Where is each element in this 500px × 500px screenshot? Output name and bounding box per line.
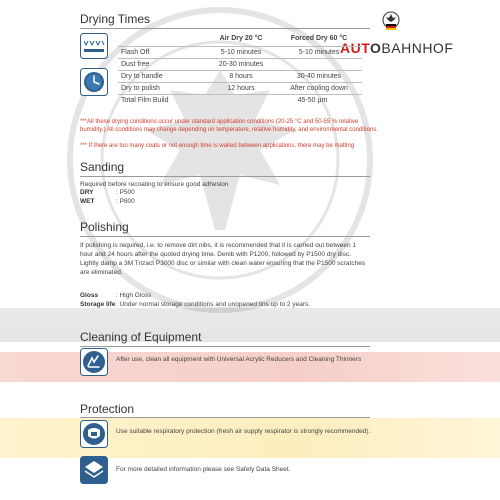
polishing-line-3: Lightly damp a 3M Trizact P3000 disc or similar with clean water ensuring that the P1500 scratches	[80, 260, 366, 267]
drying-times-table	[118, 32, 362, 106]
table-row	[118, 58, 362, 70]
sanding-wet-spec	[80, 198, 135, 205]
table-row-film	[118, 94, 362, 106]
sanding-dry-spec	[80, 189, 135, 196]
gloss-label: Gloss	[80, 292, 99, 299]
film-build-label: Total Film Build	[121, 96, 169, 104]
eagle-emblem-icon	[382, 10, 400, 32]
gloss-value: : High Gloss	[116, 292, 152, 299]
cleaning-rule	[80, 346, 370, 347]
air-value: 8 hours	[206, 70, 276, 82]
table-header-row	[118, 32, 362, 46]
sds-text: For more detailed information please see Safety Data Sheet.	[116, 466, 291, 473]
respirator-icon	[80, 420, 108, 448]
protection-rule	[80, 417, 370, 418]
polishing-rule	[80, 236, 370, 237]
storage-spec	[80, 301, 310, 308]
table-row	[118, 70, 362, 82]
logo-accent: O	[370, 40, 382, 56]
drying-note-2: *** If there are too many coats or not enough time is waited between applications, there may be matting	[80, 143, 355, 149]
film-build-value: 45-50 µm	[297, 96, 328, 104]
forced-value: After cooling down	[276, 82, 362, 94]
logo-prefix: AUT	[340, 40, 371, 56]
storage-value: : Under normal storage conditions and unopened tins up to 2 years.	[116, 301, 311, 308]
protection-text: Use suitable respiratory protection (fresh air supply respirator is strongly recommended).	[116, 428, 371, 435]
polishing-line-1: If polishing is required, i.e. to remove dirt nibs, it is recommended that it is carried out between 1	[80, 242, 357, 249]
polishing-line-2: hour and 24 hours after the quoted drying time. Denib with P1200, followed by P1500 dry disc.	[80, 251, 351, 258]
air-value: 5-10 minutes	[206, 46, 276, 58]
wet-value: : P800	[116, 198, 135, 205]
yellow-flag-band	[0, 418, 500, 458]
storage-label: Storage life	[80, 301, 116, 308]
logo-suffix: BAHNHOF	[381, 40, 454, 56]
sanding-title: Sanding	[80, 160, 125, 174]
gloss-spec	[80, 292, 151, 299]
protection-title: Protection	[80, 402, 135, 416]
drying-times-rule	[80, 28, 370, 29]
forced-value: 5-10 minutes	[276, 46, 362, 58]
row-label: Dry to polish	[118, 82, 206, 94]
spray-drying-icon	[80, 33, 108, 59]
cleaning-equipment-icon	[80, 348, 108, 376]
air-value: 12 hours	[206, 82, 276, 94]
clock-icon	[80, 68, 108, 96]
dry-value: : P500	[116, 189, 135, 196]
cleaning-text: After use, clean all equipment with Universal Acrylic Reducers and Cleaning Thinners	[116, 356, 362, 363]
forced-dry-header: Forced Dry 60 °C	[276, 32, 362, 46]
dry-label: DRY	[80, 189, 94, 196]
drying-note-1: ***All these drying conditions occur under standard application conditions (20-25 °C and 50-55 % relative humidity.) All conditions may change depending on temperature, relative humidity, and environmental conditions.	[80, 119, 378, 133]
polishing-title: Polishing	[80, 220, 129, 234]
air-dry-header: Air Dry 20 °C	[206, 32, 276, 46]
cleaning-title: Cleaning of Equipment	[80, 330, 202, 344]
safety-data-sheet-icon	[80, 456, 108, 484]
polishing-line-4: are eliminated.	[80, 269, 123, 276]
table-row	[118, 46, 362, 58]
drying-times-title: Drying Times	[80, 12, 151, 26]
row-label: Dry to handle	[118, 70, 206, 82]
wet-label: WET	[80, 198, 95, 205]
sanding-rule	[80, 176, 370, 177]
sanding-intro: Required before recoating to ensure good adhesion	[80, 181, 229, 188]
air-value: 20-30 minutes	[206, 58, 276, 70]
row-label: Dust free	[118, 58, 206, 70]
table-row	[118, 82, 362, 94]
forced-value: 30-40 minutes	[276, 70, 362, 82]
forced-value	[276, 58, 362, 70]
row-label: Flash Off	[118, 46, 206, 58]
